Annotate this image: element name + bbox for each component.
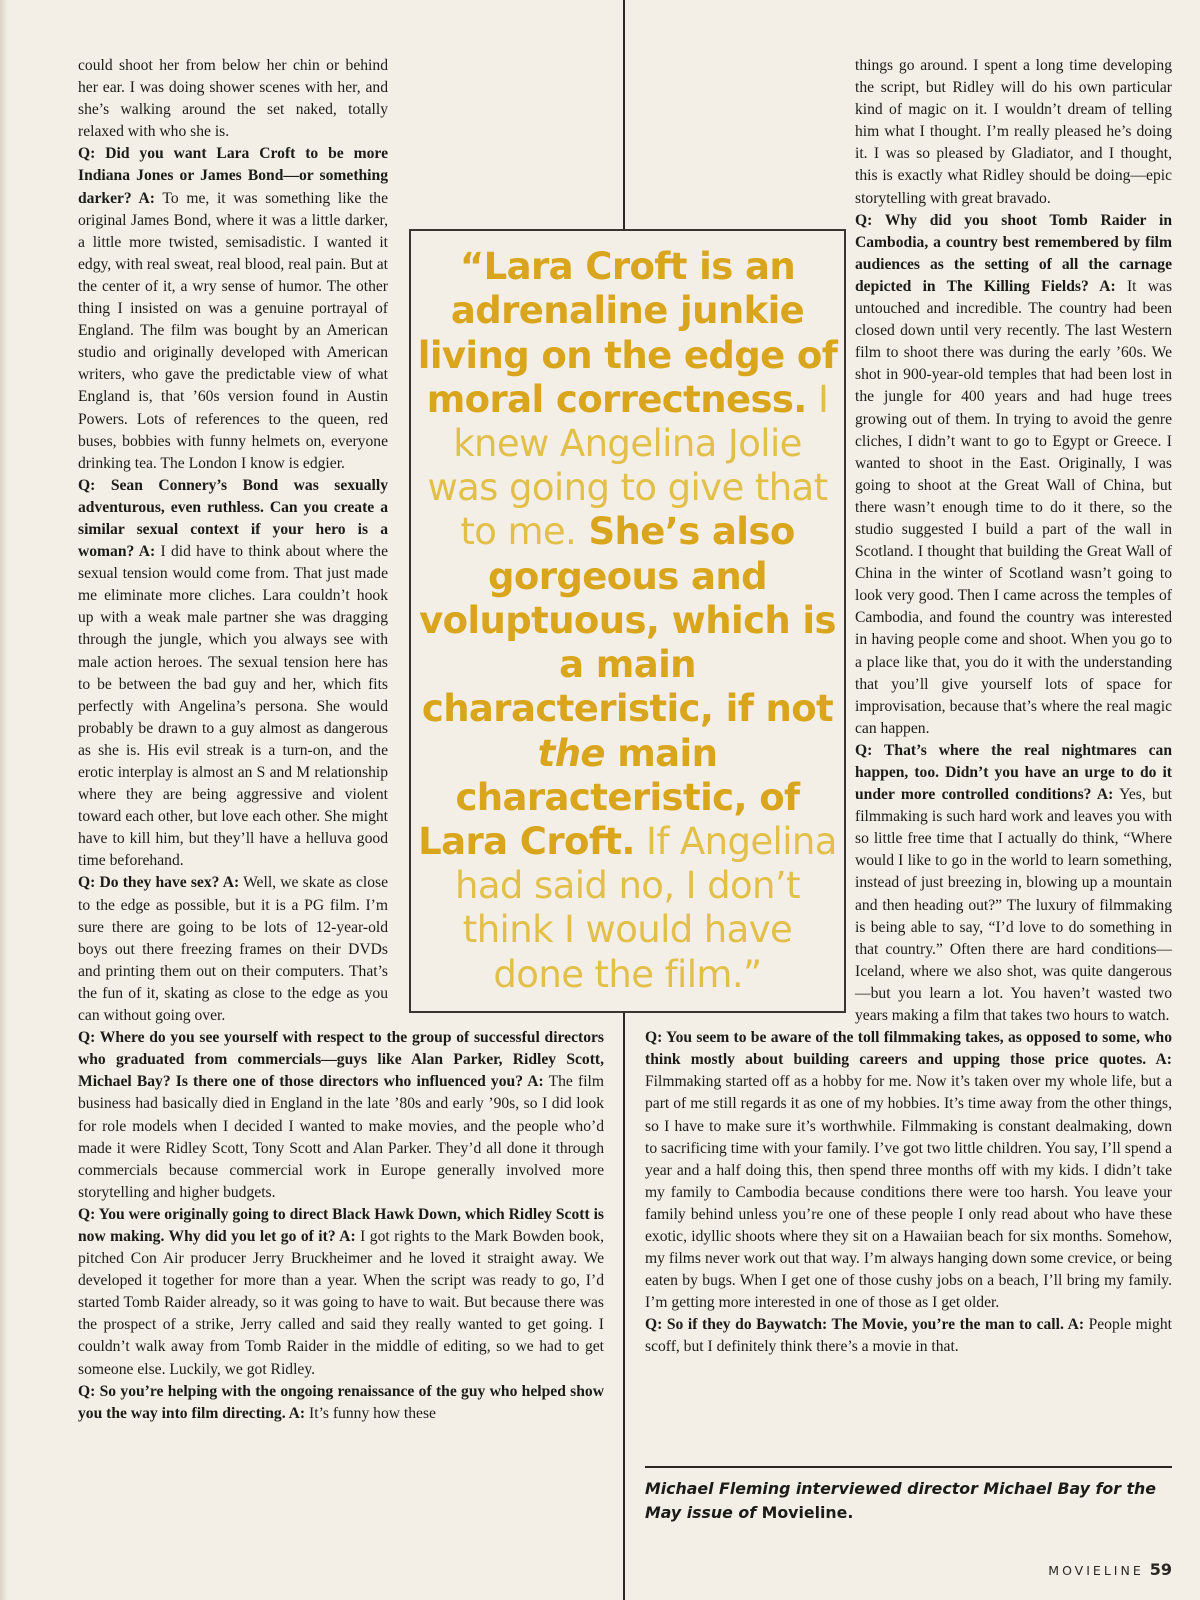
answer-label: A:: [527, 1073, 544, 1091]
answer-text: things go around. I spent a long time developing the script, but Ridley will do his own particular kind of magic on it. I wouldn’t dream of telling him what I thought. I’m really pleased he’s doing it. I was so pleased by Gladiator, and I thought, this is exactly what Ridley should be doing—epic storytelling with great bravado.: [855, 57, 1172, 207]
byline-magazine: Movieline.: [761, 1503, 854, 1522]
answer-text: could shoot her from below her chin or behind her ear. I was doing shower scenes with her, and she’s walking around the set naked, totally relaxed with who she is.: [78, 57, 388, 141]
answer-label: A:: [138, 189, 155, 207]
interview-paragraph: [78, 1027, 604, 1204]
byline: [645, 1477, 1172, 1525]
question-text: Q: So if they do Baywatch: The Movie, you’re the man to call.: [645, 1316, 1068, 1334]
answer-label: A:: [1067, 1316, 1085, 1334]
pull-quote-segment: “Lara Croft is an adrenaline junkie living on the edge of moral correctness.: [417, 245, 838, 421]
question-text: Q: Did you want Lara Croft to be more Indiana Jones or James Bond—or something darker?: [78, 145, 388, 207]
question-text: Q: Sean Connery’s Bond was sexually adventurous, even ruthless. Can you create a similar sexual context if your hero is a woman?: [78, 476, 388, 561]
answer-label: A:: [288, 1404, 306, 1422]
byline-text: Michael Fleming interviewed director Michael Bay for the May issue of: [645, 1479, 1156, 1522]
answer-text: To me, it was something like the original James Bond, where it was a little darker, a little more twisted, semisadistic. I wanted it edgy, with real sweat, real blood, real pain. But at the center of it, a wry sense of humor. The other thing I insisted on was a genuine portrayal of England. The film was bought by an American studio and originally developed with American writers, who gave the predictable view of what England is, that ’60s version found in Austin Powers. Lots of references to the queen, red buses, bobbies with funny helmets on, everyone drinking tea. The London I know is edgier.: [78, 189, 388, 472]
interview-paragraph: [78, 55, 604, 143]
pull-quote-segment: main characteristic, of Lara Croft.: [418, 731, 800, 863]
pull-quote-segment: I knew Angelina Jolie was going to give that to me.: [427, 377, 829, 554]
folio-magazine: MOVIELINE: [1048, 1563, 1144, 1578]
pull-quote-segment: She’s also gorgeous and voluptuous, which is a main characteristic, if not: [419, 510, 836, 731]
interview-paragraph: [78, 1381, 604, 1425]
answer-label: A:: [1099, 277, 1116, 295]
answer-text: Filmmaking started off as a hobby for me. Now it’s taken over my whole life, but a part of me still regards it as one of my hobbies. It’s time away from the other things, so I have to make sure it’s worthwhile. Filmmaking is constant dealmaking, down to sacrificing time with your family. I’ve got two little children. You say, I’ll spend a year and a half doing this, then spend three months off with my kids. I didn’t take my family to Cambodia because conditions there were too harsh. You leave your family behind unless you’re one of these people I only read about who have these exotic, idyllic shoots where they sit on a Hawaiian beach for six months. Somehow, my films never work out that way. I’m always hanging down some crevice, or being eaten by bugs. When I get one of those cushy jobs on a beach, I’ll bring my family. I’m getting more interested in one of those as I get older.: [645, 1073, 1172, 1312]
question-text: Q: Do they have sex?: [78, 874, 223, 892]
answer-text: I did have to think about where the sexual tension would come from. That just made me eliminate more cliches. Lara couldn’t hook up with a weak male partner she was dragging through the jungle, which you always see with male action heroes. The sexual tension here has to be between the bad guy and her, which fits perfectly with Angelina’s persona. She would probably be drawn to a guy almost as dangerous as she is. His evil streak is a turn-on, and the erotic interplay is almost an S and M relationship where they are being aggressive and violent toward each other, but love each other. She might have to kill him, but they’ll have a helluva good time beforehand.: [78, 543, 389, 870]
answer-text: It’s funny how these: [305, 1404, 436, 1422]
interview-paragraph: [645, 1314, 1172, 1358]
answer-label: A:: [1096, 786, 1114, 804]
pull-quote-box: [409, 229, 846, 1013]
question-text: Q: You seem to be aware of the toll filmmaking takes, as opposed to some, who think mostly about building careers and upping those price quotes.: [645, 1029, 1172, 1069]
interview-paragraph: [645, 55, 1172, 210]
answer-label: A:: [1155, 1051, 1172, 1069]
answer-text: The film business had basically died in England in the late ’80s and early ’90s, so I did look for role models when I decided I wanted to make movies, and the people who’d made it were Ridley Scott, Tony Scott and Alan Parker. They’d all done it through commercials because commercial work in Europe generally involved more storytelling and higher budgets.: [78, 1073, 604, 1201]
answer-text: Well, we skate as close to the edge as possible, but it is a PG film. I’m sure there are going to be lots of 12-year-old boys out there freezing frames on their DVDs and printing them out on their computers. That’s the fun of it, skating as close to the edge as you can without going over.: [78, 874, 388, 1025]
page-fold-shadow: [0, 0, 8, 1600]
answer-label: A:: [339, 1227, 356, 1245]
page-number: 59: [1149, 1560, 1172, 1579]
question-text: Q: Where do you see yourself with respect to the group of successful directors who graduated from commercials—guys like Alan Parker, Ridley Scott, Michael Bay? Is there one of those directors who influenced you?: [78, 1029, 604, 1091]
question-text: Q: You were originally going to direct Black Hawk Down, which Ridley Scott is now making. Why did you let go of it?: [78, 1205, 604, 1245]
question-text: Q: That’s where the real nightmares can happen, too. Didn’t you have an urge to do it under more controlled conditions?: [855, 741, 1172, 804]
question-text: Q: Why did you shoot Tomb Raider in Cambodia, a country best remembered by film audiences as the setting of all the carnage depicted in The Killing Fields?: [855, 211, 1172, 295]
answer-label: A:: [138, 543, 156, 561]
pull-quote-segment: If Angelina had said no, I don’t think I would have done the film.”: [455, 819, 837, 996]
interview-paragraph: [645, 1027, 1172, 1314]
question-text: Q: So you’re helping with the ongoing renaissance of the guy who helped show you the way into film directing.: [78, 1382, 604, 1422]
page-folio: [1048, 1560, 1172, 1579]
byline-rule: [645, 1466, 1172, 1468]
pull-quote-text: [411, 245, 844, 996]
answer-text: It was untouched and incredible. The country had been closed down until very recently. The last Western film to shoot there was during the early ’60s. We shot in 900-year-old temples that had been lost in the jungle for 400 years and had huge trees growing out of them. In trying to avoid the genre cliches, I didn’t want to go to Egypt or Greece. I wanted to shoot in the East. Originally, I was going to shoot at the Great Wall of China, but there wasn’t enough time to do it there, so the studio suggested I build a part of the wall in Scotland. I thought that building the Great Wall of China in the winter of Scotland wasn’t going to look very good. Then I came across the temples of Cambodia, and found the country was interested in having people come and shoot. When you go to a place like that, you do it with the understanding that you’ll give yourself lots of space for improvisation, because that’s where the real magic can happen.: [855, 277, 1173, 737]
answer-text: I got rights to the Mark Bowden book, pitched Con Air producer Jerry Bruckheimer and he loved it straight away. We developed it together for more than a year. When the script was ready to go, I’d started Tomb Raider already, so it was going to have to wait. But because there was the prospect of a strike, Jerry called and said they really wanted to get going. I couldn’t walk away from Tomb Raider in the middle of editing, so we had to get someone else. Luckily, we got Ridley.: [78, 1227, 604, 1378]
answer-text: People might scoff, but I definitely think there’s a movie in that.: [645, 1316, 1172, 1356]
interview-paragraph: [78, 1204, 604, 1381]
answer-label: A:: [222, 874, 240, 892]
pull-quote-segment: the: [537, 731, 605, 775]
answer-text: Yes, but filmmaking is such hard work and leaves you with so little free time that I actually do think, “Where would I like to go in the world to learn something, instead of just breezing in, blowing up a mountain and then heading out?” The luxury of filmmaking is being able to say, “I’d love to do something in that country.” Often there are hard conditions—Iceland, where we also shot, was quite dangerous—but you learn a lot. You haven’t wasted two years making a film that takes two hours to watch.: [855, 786, 1172, 1025]
